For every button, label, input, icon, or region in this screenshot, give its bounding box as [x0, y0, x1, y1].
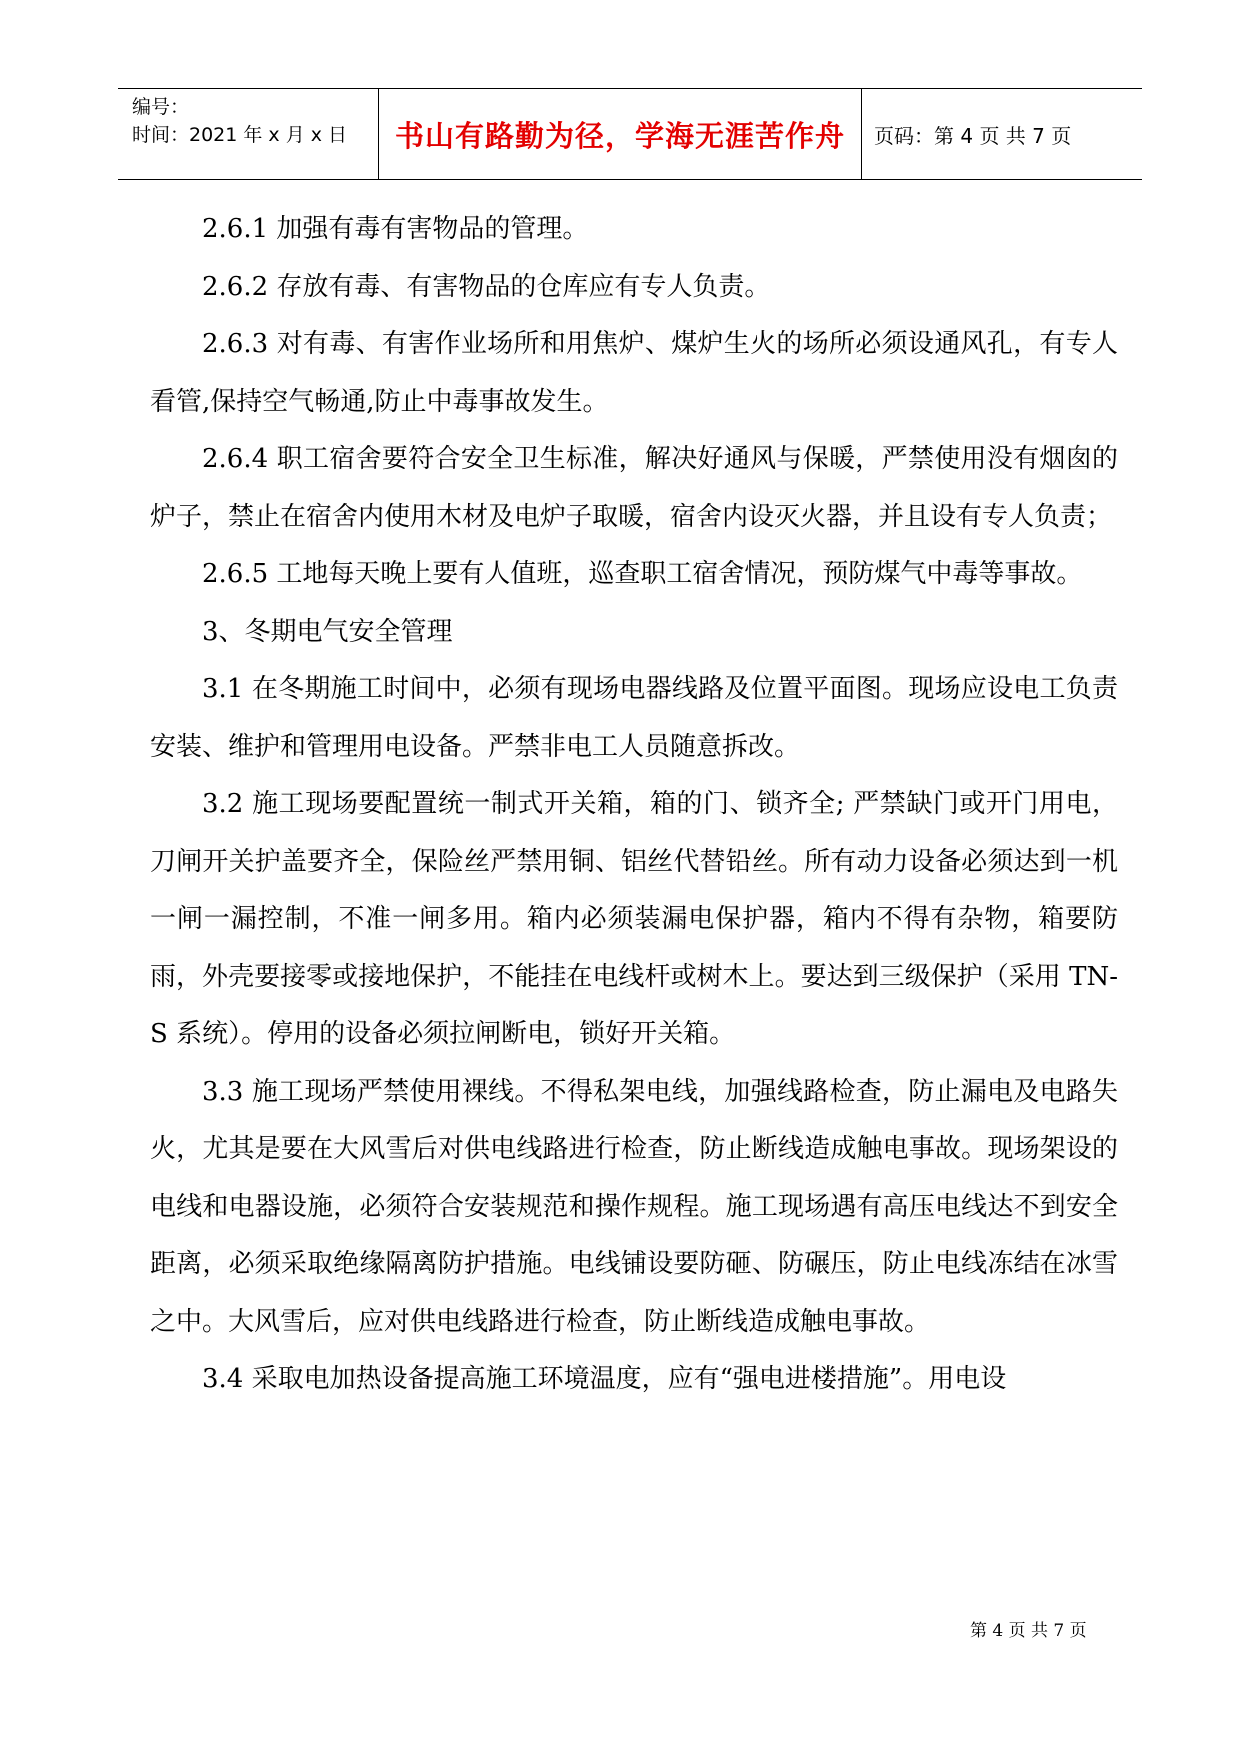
header-meta: [132, 93, 372, 149]
page-footer: 第 4 页 共 7 页: [970, 1621, 1087, 1641]
paragraph-2-6-5: 2.6.5 工地每天晚上要有人值班，巡查职工宿舍情况，预防煤气中毒等事故。: [202, 559, 1083, 589]
paragraph-2-6-3: 2.6.3 对有毒、有害作业场所和用焦炉、煤炉生火的场所必须设通风孔，有专人看管,保持空气畅通,防止中毒事故发生。: [150, 329, 1118, 417]
paragraph-2-6-2: 2.6.2 存放有毒、有害物品的仓库应有专人负责。: [202, 271, 771, 302]
header-motto: 书山有路勤为径，学海无涯苦作舟: [378, 89, 862, 179]
paragraph-3-1: 3.1 在冬期施工时间中，必须有现场电器线路及位置平面图。现场应设电工负责安装、维护和管理用电设备。严禁非电工人员随意拆改。: [150, 674, 1118, 762]
document-number-label: 编号：: [132, 96, 190, 118]
document-date: 时间：2021 年 x 月 x 日: [132, 124, 348, 146]
header-page-number: 页码：第 4 页 共 7 页: [874, 123, 1072, 148]
paragraph-2-6-1: 2.6.1 加强有毒有害物品的管理。: [202, 214, 589, 244]
document-body: [150, 201, 1118, 1409]
paragraph-3-4: 3.4 采取电加热设备提高施工环境温度，应有“强电进楼措施”。用电设: [202, 1364, 1007, 1394]
page-header: [118, 88, 1142, 180]
paragraph-3-3: 3.3 施工现场严禁使用裸线。不得私架电线，加强线路检查，防止漏电及电路失火，尤其是要在大风雪后对供电线路进行检查，防止断线造成触电事故。现场架设的电线和电器设施，必须符合安装规范和操作规程。施工现场遇有高压电线达不到安全距离，必须采取绝缘隔离防护措施。电线铺设要防砸、防碾压，防止电线冻结在冰雪之中。大风雪后，应对供电线路进行检查，防止断线造成触电事故。: [150, 1076, 1118, 1337]
section-heading-3: 3、冬期电气安全管理: [202, 616, 453, 647]
paragraph-2-6-4: 2.6.4 职工宿舍要符合安全卫生标准，解决好通风与保暖，严禁使用没有烟囱的炉子，禁止在宿舍内使用木材及电炉子取暖，宿舍内设灭火器，并且设有专人负责；: [150, 444, 1118, 532]
paragraph-3-2: 3.2 施工现场要配置统一制式开关箱，箱的门、锁齐全; 严禁缺门或开门用电，刀闸开关护盖要齐全，保险丝严禁用铜、铝丝代替铅丝。所有动力设备必须达到一机一闸一漏控制，不准一闸多用。箱内必须装漏电保护器，箱内不得有杂物，箱要防雨，外壳要接零或接地保护，不能挂在电线杆或树木上。要达到三级保护（采用 TN-S 系统）。停用的设备必须拉闸断电，锁好开关箱。: [150, 789, 1118, 1049]
